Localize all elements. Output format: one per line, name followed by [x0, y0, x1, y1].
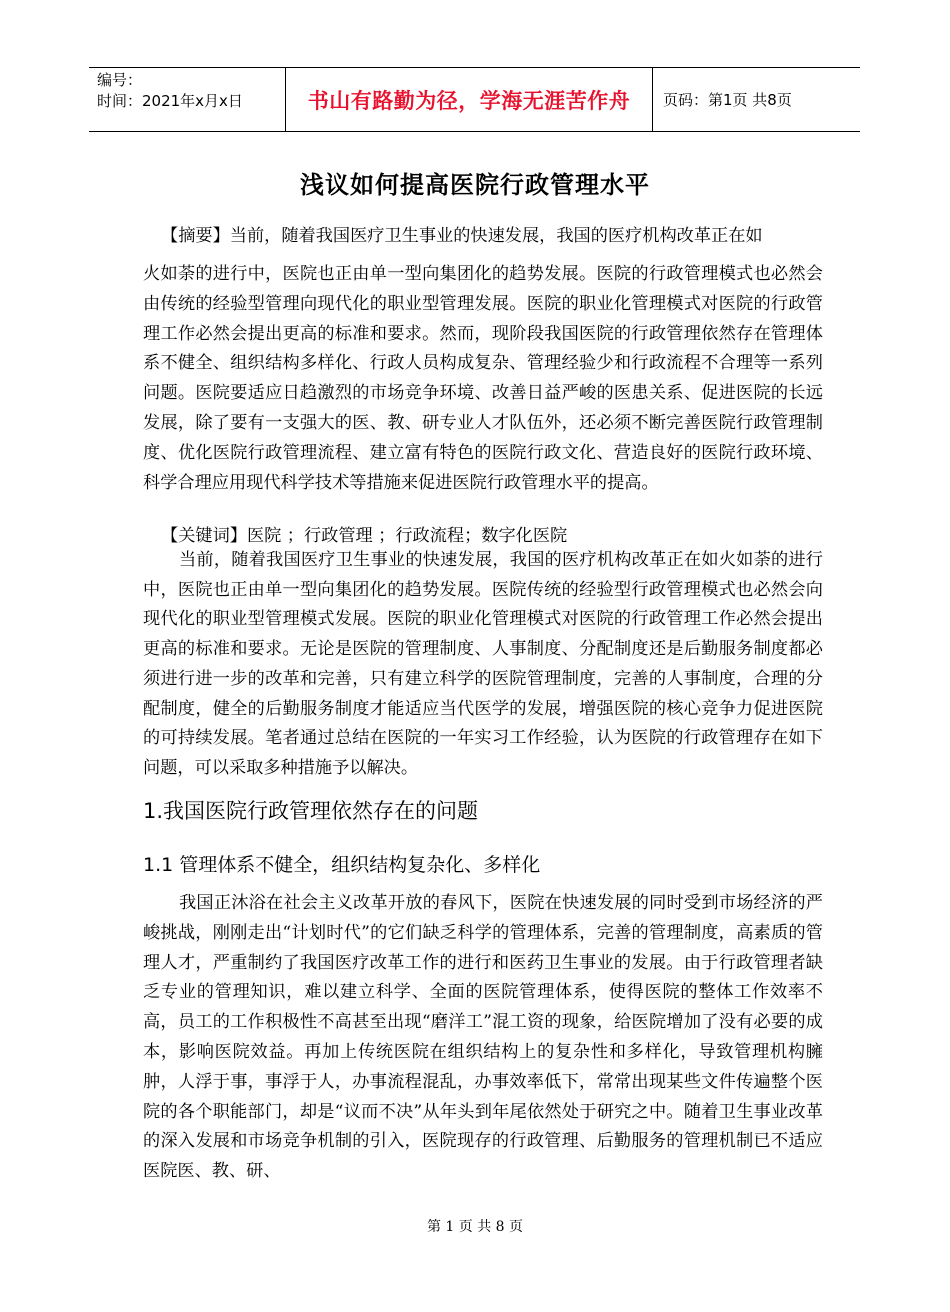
header-motto-cell: [286, 68, 653, 131]
subsection-heading: 1.1 管理体系不健全，组织结构复杂化、多样化: [143, 854, 541, 876]
time-label: 时间：2021年x月x日: [97, 92, 243, 110]
header-motto: 书山有路勤为径，学海无涯苦作舟: [307, 88, 631, 113]
page-footer: 第 1 页 共 8 页: [426, 1219, 524, 1235]
keywords: 【关键词】医院 ；行政管理 ；行政流程；数字化医院: [161, 526, 568, 546]
header-page-code: 页码：第1页 共8页: [663, 91, 792, 109]
abstract-label-line: 【摘要】当前，随着我国医疗卫生事业的快速发展，我国的医疗机构改革正在如: [161, 226, 763, 246]
number-label: 编号：: [97, 71, 143, 89]
document-title: 浅议如何提高医院行政管理水平: [300, 171, 650, 199]
abstract-first-line: [143, 219, 823, 255]
section-heading: 1.我国医院行政管理依然存在的问题: [143, 799, 479, 823]
section-paragraph: 我国正沐浴在社会主义改革开放的春风下，医院在快速发展的同时受到市场经济的严峻挑战，刚刚走出“计划时代”的它们缺乏科学的管理体系，完善的管理制度，高素质的管理人才，严重制约了我国医疗改革工作的进行和医药卫生事业的发展。由于行政管理者缺乏专业的管理知识，难以建立科学、全面的医院管理体系，使得医院的整体工作效率不高，员工的工作积极性不高甚至出现“磨洋工”混工资的现象，给医院增加了没有必要的成本，影响医院效益。再加上传统医院在组织结构上的复杂性和多样化，导致管理机构臃肿，人浮于事，事浮于人，办事流程混乱，办事效率低下，常常出现某些文件传遍整个医院的各个职能部门，却是“议而不决”从年头到年尾依然处于研究之中。随着卫生事业改革的深入发展和市场竞争机制的引入，医院现存的行政管理、后勤服务的管理机制已不适应医院医、教、研、: [143, 893, 823, 1182]
header-meta: [89, 68, 286, 131]
intro-paragraph: 当前，随着我国医疗卫生事业的快速发展，我国的医疗机构改革正在如火如荼的进行中，医院也正由单一型向集团化的趋势发展。医院传统的经验型行政管理模式也必然会向现代化的职业型管理模式发展。医院的职业化管理模式对医院的行政管理工作必然会提出更高的标准和要求。无论是医院的管理制度、人事制度、分配制度还是后勤服务制度都必须进行进一步的改革和完善，只有建立科学的医院管理制度，完善的人事制度，合理的分配制度，健全的后勤服务制度才能适应当代医学的发展，增强医院的核心竞争力促进医院的可持续发展。笔者通过总结在医院的一年实习工作经验，认为医院的行政管理存在如下问题，可以采取多种措施予以解决。: [143, 550, 823, 778]
header-table: [89, 67, 860, 132]
abstract-body: 火如荼的进行中，医院也正由单一型向集团化的趋势发展。医院的行政管理模式也必然会由传统的经验型管理向现代化的职业型管理发展。医院的职业化管理模式对医院的行政管理工作必然会提出更高的标准和要求。然而，现阶段我国医院的行政管理依然存在管理体系不健全、组织结构多样化、行政人员构成复杂、管理经验少和行政流程不合理等一系列问题。医院要适应日趋激烈的市场竞争环境、改善日益严峻的医患关系、促进医院的长远发展，除了要有一支强大的医、教、研专业人才队伍外，还必须不断完善医院行政管理制度、优化医院行政管理流程、建立富有特色的医院行政文化、营造良好的医院行政环境、科学合理应用现代科学技术等措施来促进医院行政管理水平的提高。: [143, 264, 823, 493]
